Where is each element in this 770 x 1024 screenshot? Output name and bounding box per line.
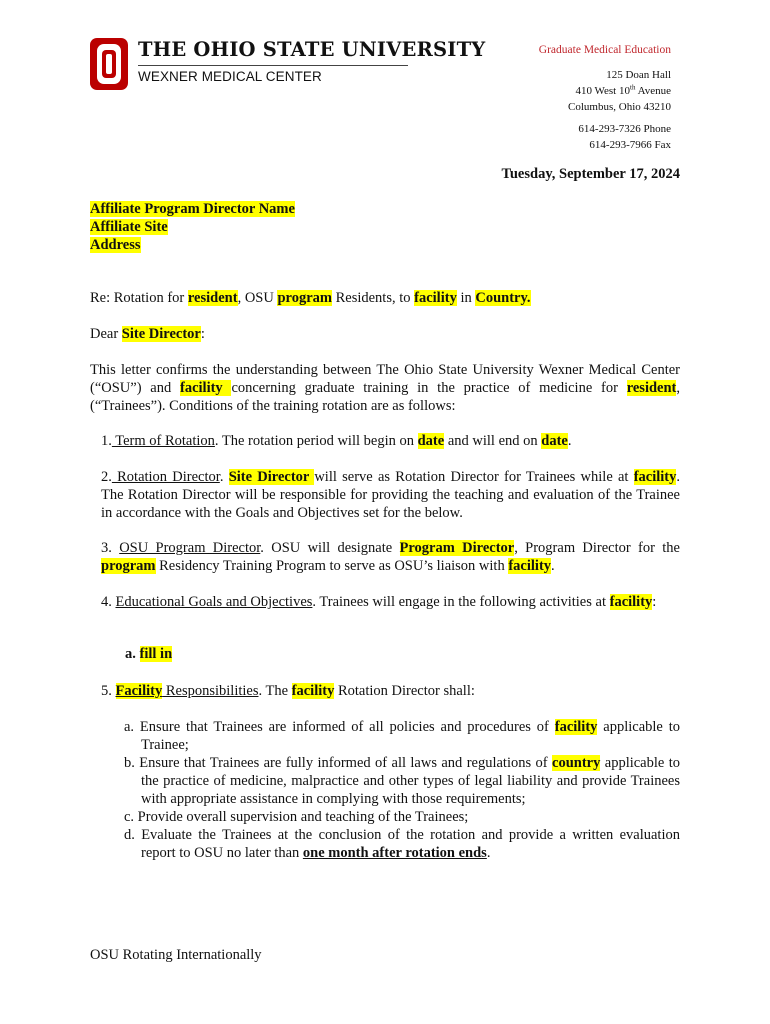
block-o-shape xyxy=(97,44,121,84)
salutation: Dear Site Director: xyxy=(90,326,205,342)
address-line-3: Columbus, Ohio 43210 xyxy=(568,101,671,113)
block-o-icon xyxy=(90,38,128,90)
goals-subitem-a: a. fill in xyxy=(125,646,173,662)
address-line-2: 410 West 10th Avenue xyxy=(575,83,671,97)
recipient-site: Affiliate Site xyxy=(90,219,168,235)
recipient-address: Address xyxy=(90,237,141,253)
phone-number: 614-293-7326 Phone xyxy=(578,123,671,135)
term-item: 1. Term of Rotation. The rotation period will begin on date and will end on date. xyxy=(101,433,572,449)
osu-logo xyxy=(90,38,486,90)
recipient-name: Affiliate Program Director Name xyxy=(90,201,295,217)
list-item: a. Ensure that Trainees are informed of all policies and procedures of facility applicable to Trainee; xyxy=(124,719,681,753)
brand-divider xyxy=(138,65,408,66)
intro-paragraph: This letter confirms the understanding between The Ohio State University Wexner Medical Center (“OSU”) and facility concerning graduate training in the practice of medicine for resident, (“Trainees”). Conditions of the training rotation are as follows: xyxy=(90,362,680,414)
program-director-item: 3. OSU Program Director. OSU will designate Program Director, Program Director for the program Residency Training Program to serve as OSU’s liaison with facility. xyxy=(101,540,680,574)
subject-line: Re: Rotation for resident, OSU program Residents, to facility in Country. xyxy=(90,290,531,306)
letter-date: Tuesday, September 17, 2024 xyxy=(501,166,680,182)
goals-item: 4. Educational Goals and Objectives. Trainees will engage in the following activities at facility: xyxy=(101,594,657,610)
list-item: b. Ensure that Trainees are fully informed of all laws and regulations of country applicable to the practice of medicine, malpractice and other types of legal liability and provide Trainees with appropriate assistance in complying with those requirements; xyxy=(124,755,681,807)
list-item: c. Provide overall supervision and teaching of the Trainees; xyxy=(124,809,469,825)
medical-center-name: WEXNER MEDICAL CENTER xyxy=(138,69,322,84)
address-line-1: 125 Doan Hall xyxy=(606,69,671,81)
address-block xyxy=(568,67,671,115)
fax-number: 614-293-7966 Fax xyxy=(589,139,671,151)
recipient-block xyxy=(90,200,295,254)
department-name: Graduate Medical Education xyxy=(538,44,671,56)
list-item: d. Evaluate the Trainees at the conclusion of the rotation and provide a written evaluation report to OSU no later than one month after rotation ends. xyxy=(124,827,680,861)
rotation-director-item: 2. Rotation Director. Site Director will serve as Rotation Director for Trainees while at facility. The Rotation Director will be responsible for providing the teaching and evaluation of the Trainee in accordance with the Goals and Objectives set for the below. xyxy=(101,469,681,521)
contact-block xyxy=(578,121,671,153)
facility-responsibilities-item: 5. Facility Responsibilities. The facility Rotation Director shall: xyxy=(101,683,475,699)
university-name: THE OHIO STATE UNIVERSITY xyxy=(138,38,486,61)
responsibilities-list xyxy=(124,718,680,862)
footer-text: OSU Rotating Internationally xyxy=(90,947,262,963)
